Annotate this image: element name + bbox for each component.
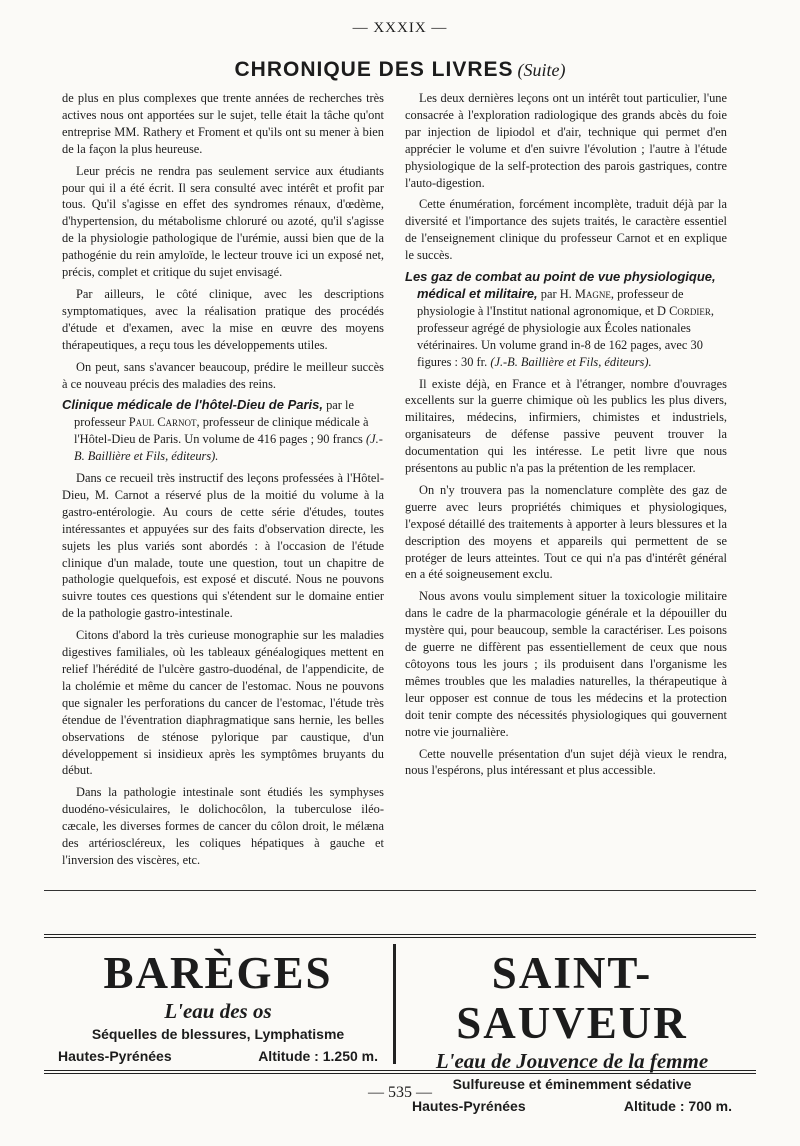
ad-footer	[44, 1044, 392, 1064]
left-paragraph-1: de plus en plus complexes que trente années de recherches très actives nous ont apportées sur le sujet, telle était la tâche qu'ont entreprise MM. Rathery et Froment et qu'ils ont su mener à bien de la façon la plus heureuse.	[62, 91, 384, 156]
right-paragraph-5: Nous avons voulu simplement situer la toxicologie militaire dans le cadre de la pharmacologie générale et la dépouiller du mystère qui, pour beaucoup, semble la caractériser. Les poisons de guerre ne diffèrent pas essentiellement de ceux que nous côtoyons tous les jours ; ils produisent dans l'organisme les mêmes troubles que les maladies naturelles, la thérapeutique à leur opposer est connue de tous les médecins et la protection doit tenir compte des nécessités physiologiques qui gouvernent notre vie journalière.	[405, 589, 727, 739]
right-paragraph-2: Cette énumération, forcément incomplète, traduit déjà par la diversité et l'importance des sujets traités, le caractère essentiel de l'enseignement clinique du professeur Carnot et en explique le succès.	[405, 197, 727, 263]
ad-bareges	[44, 938, 392, 1070]
ad-description: Sulfureuse et éminemment sédative	[452, 1076, 692, 1092]
book-author-1: Magne,	[574, 286, 614, 301]
heading-title: CHRONIQUE DES LIVRES	[234, 58, 514, 81]
right-paragraph-4: On n'y trouvera pas la nomenclature complète des gaz de guerre avec leurs propriétés chimiques et physiologiques, l'exposé détaillé des traitements à apporter à leurs blessures et la description des moyens et appareils qui permettent de se protéger de leurs atteintes. Tout ce qui n'a pas d'intérêt général en a été soigneusement exclu.	[405, 482, 727, 582]
right-paragraph-6: Cette nouvelle présentation d'un sujet déjà vieux le rendra, nous l'espérons, plus intéressant et plus accessible.	[405, 746, 727, 778]
right-paragraph-1: Les deux dernières leçons ont un intérêt tout particulier, l'une consacrée à l'exploration radiologique des grands abcès du foie par injection de lipiodol et d'air, technique qui permet d'en apprécier le volume et d'en suivre l'évolution ; l'autre à l'étude physiologique de la self-protection des parois gastriques, contre l'auto-digestion.	[405, 91, 727, 190]
ad-region: Hautes-Pyrénées	[58, 1048, 172, 1064]
left-paragraph-7: Dans la pathologie intestinale sont étudiés les symphyses duodéno-vésiculaires, le dolichocôlon, la tuberculose iléo-cæcale, les diverses formes de cancer du côlon droit, le mélæna des artérioscléreux, les coliques hépatiques à gauche et l'inversion des viscères, etc.	[62, 785, 384, 867]
book-details-2: professeur agrégé de physiologie aux Écoles nationales vétérinaires. Un volume grand in-8 de 162 pages, avec 30 figures : 30 fr.	[417, 320, 703, 369]
book-citation-clinique	[62, 397, 384, 465]
left-paragraph-6: Citons d'abord la très curieuse monographie sur les maladies digestives familiales, où les tableaux généalogiques mettent en relief l'hérédité de l'ulcère gastro-duodénal, de l'appendicite, de la cholémie et même du cancer de l'estomac. Nous ne pouvons que signaler les perforations du cancer de l'estomac, l'étude très étendue de l'éventration diaphragmatique sans hernie, les belles observations de sténose pylorique par caustique, d'un développement si insidieux après les symptômes bruyants du début.	[62, 628, 384, 778]
ad-divider	[393, 944, 396, 1064]
left-paragraph-3: Par ailleurs, le côté clinique, avec les descriptions symptomatiques, avec la réalisation pratique des procédés d'étude et d'examen, avec la mise en œuvre des moyens thérapeutiques, a reçu tous les développements utiles.	[62, 286, 384, 352]
page-number: — 535 —	[368, 1084, 432, 1101]
ad-tagline: L'eau de Jouvence de la femme	[435, 1049, 709, 1073]
book-citation-gaz	[405, 269, 727, 370]
left-paragraph-4: On peut, sans s'avancer beaucoup, prédire le meilleur succès à ce nouveau précis des maladies des reins.	[62, 359, 384, 391]
ad-altitude: Altitude : 1.250 m.	[258, 1048, 378, 1064]
right-paragraph-3: Il existe déjà, en France et à l'étranger, nombre d'ouvrages excellents sur la guerre chimique où les publics les plus divers, militaires, médecins, infirmiers, chimistes et industriels, organisateurs de défense passive peuvent trouver la documentation qui les intéresse. Le petit livre que nous présentons au public n'a pas la prétention de les remplacer.	[405, 376, 727, 476]
ad-name: BARÈGES	[103, 948, 333, 998]
book-author: Paul Carnot,	[128, 415, 200, 430]
divider-rule	[44, 890, 756, 891]
right-column	[405, 90, 727, 784]
ad-tagline: L'eau des os	[164, 999, 272, 1023]
book-details: professeur de clinique médicale à l'Hôtel-Dieu de Paris. Un volume de 416 pages ; 90 francs	[74, 415, 369, 447]
ad-description: Séquelles de blessures, Lymphatisme	[91, 1026, 345, 1042]
ad-name: SAINT-SAUVEUR	[456, 948, 688, 1048]
section-heading	[0, 58, 800, 82]
ad-altitude: Altitude : 700 m.	[623, 1098, 732, 1114]
page-top-marker: — XXXIX —	[352, 20, 448, 36]
book-details-1: professeur de physiologie à l'Institut national agronomique, et D	[417, 286, 684, 318]
book-by: par H.	[540, 286, 572, 301]
ad-region: Hautes-Pyrénées	[412, 1098, 526, 1114]
book-title: Clinique médicale de l'hôtel-Dieu de Paris,	[62, 397, 323, 413]
book-author-2: Cordier,	[669, 303, 714, 318]
book-title: Les gaz de combat au point de vue physiologique, médical et militaire,	[405, 269, 716, 301]
book-by: par le professeur	[74, 398, 354, 430]
left-paragraph-5: Dans ce recueil très instructif des leçons professées à l'Hôtel-Dieu, M. Carnot a réservé plus de la moitié du volume à la gastro-entérologie. Au cours de cette série d'études, toutes intéressantes et appuyées sur des faits d'observation directe, les sujets les plus variés sont abordés : à l'occasion de l'étude clinique d'un malade, toute une question, tout un chapitre de pathologie quelquefois, est exposé et discuté. Nous ne pouvons suivre toutes ces questions qui s'étendent sur le domaine entier de la pathologie gastro-intestinale.	[62, 471, 384, 621]
heading-suite: (Suite)	[517, 60, 566, 80]
left-paragraph-2: Leur précis ne rendra pas seulement service aux étudiants pour qui il a été écrit. Il sera consulté avec intérêt et profit par tous. Qu'il s'agisse en effet des syndromes rénaux, d'œdème, d'hypertension, du métabolisme chloruré ou azoté, qu'il s'agisse de la physiologie pathologique de l'urémie, aussi bien que de la pathogénie du rein amyloïde, le lecteur trouve ici un exposé net, précis, complet et critique du sujet envisagé.	[62, 163, 384, 280]
book-publisher: (J.-B. Baillière et Fils, éditeurs).	[490, 354, 652, 369]
left-column	[62, 90, 384, 874]
book-publisher: (J.-B. Baillière et Fils, éditeurs).	[74, 432, 383, 464]
